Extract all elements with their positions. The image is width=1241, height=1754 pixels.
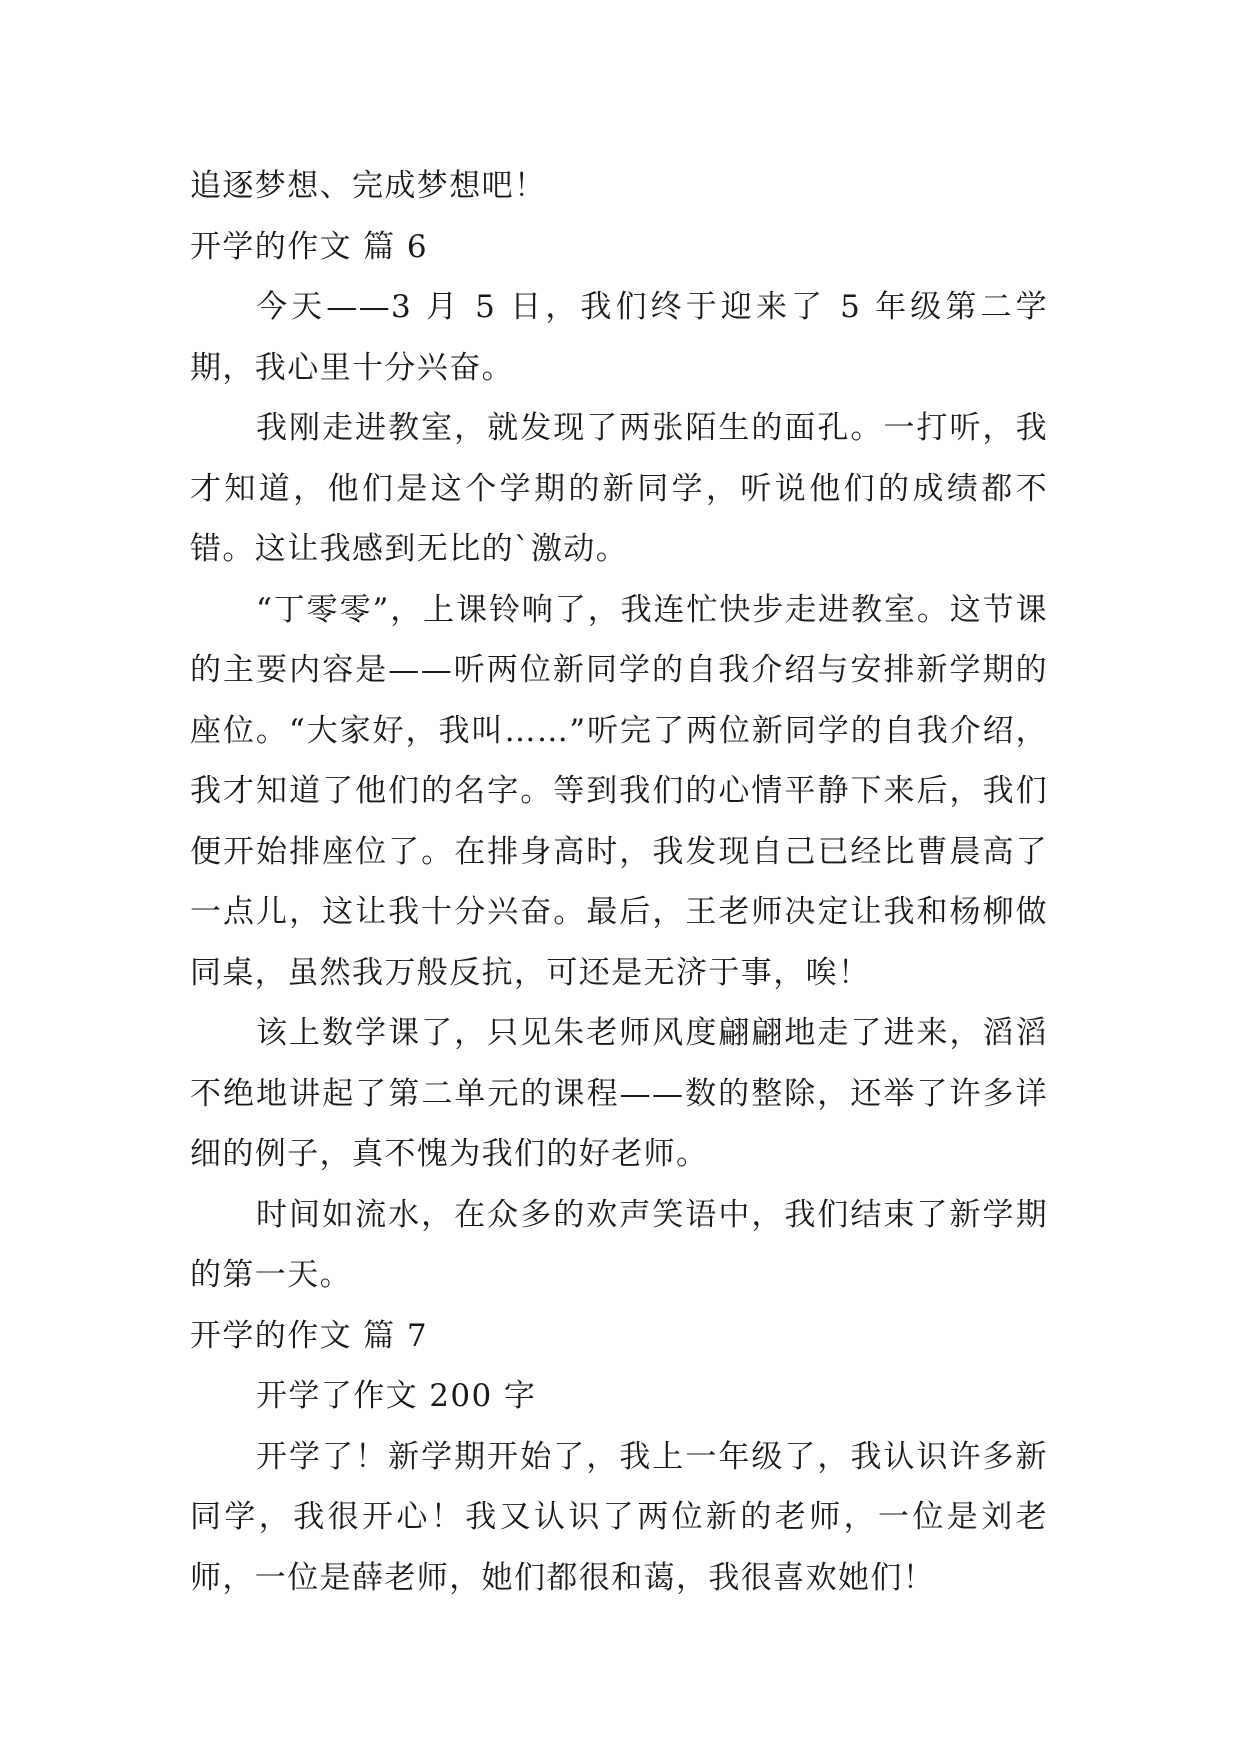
paragraph: 今天——3 月 5 日，我们终于迎来了 5 年级第二学期，我心里十分兴奋。 <box>190 289 1048 386</box>
section-heading-6: 开学的作文 篇 6 <box>190 228 429 265</box>
paragraph: 开学了作文 200 字 <box>256 1378 537 1414</box>
paragraph: 时间如流水，在众多的欢声笑语中，我们结束了新学期的第一天。 <box>190 1196 1048 1293</box>
paragraph: 开学了！新学期开始了，我上一年级了，我认识许多新同学，我很开心！我又认识了两位新的老师，一位是刘老师，一位是薛老师，她们都很和蔼，我很喜欢她们！ <box>190 1438 1048 1596</box>
lead-line: 追逐梦想、完成梦想吧！ <box>190 168 547 204</box>
paragraph: “丁零零”，上课铃响了，我连忙快步走进教室。这节课的主要内容是——听两位新同学的自我介绍与安排新学期的座位。“大家好，我叫……”听完了两位新同学的自我介绍，我才知道了他们的名字。等到我们的心情平静下来后，我们便开始排座位了。在排身高时，我发现自己已经比曹晨高了一点儿，这让我十分兴奋。最后，王老师决定让我和杨柳做同桌，虽然我万般反抗，可还是无济于事，唉！ <box>190 591 1048 991</box>
paragraph: 该上数学课了，只见朱老师风度翩翩地走了进来，滔滔不绝地讲起了第二单元的课程——数的整除，还举了许多详细的例子，真不愧为我们的好老师。 <box>190 1015 1048 1172</box>
document-body <box>190 156 1048 1608</box>
paragraph: 我刚走进教室，就发现了两张陌生的面孔。一打听，我才知道，他们是这个学期的新同学，听说他们的成绩都不错。这让我感到无比的`激动。 <box>190 410 1048 567</box>
section-heading-7: 开学的作文 篇 7 <box>190 1317 429 1354</box>
